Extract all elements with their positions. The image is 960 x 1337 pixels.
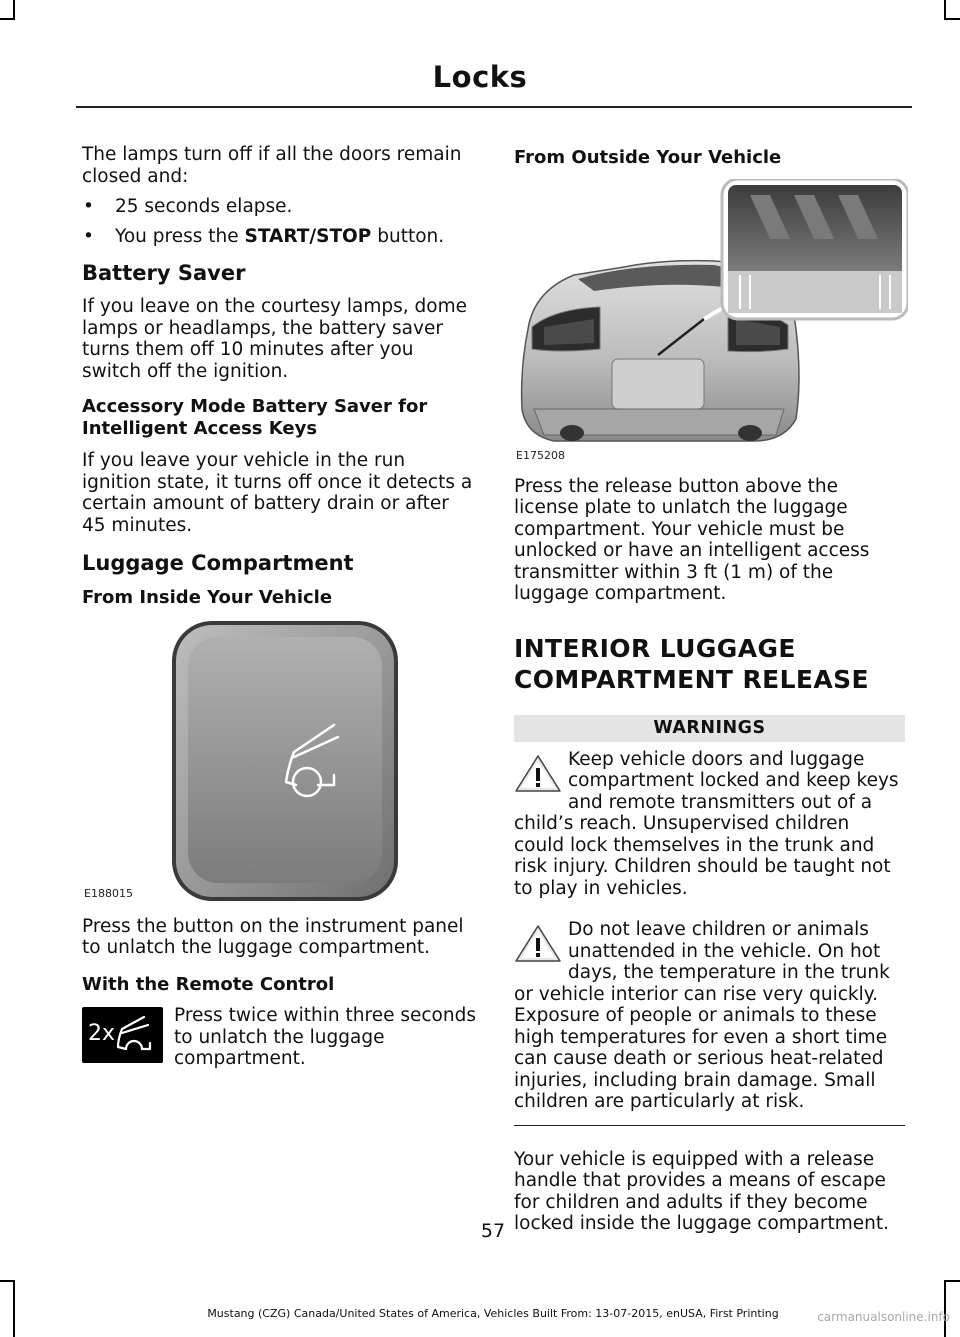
from-inside-heading: From Inside Your Vehicle [82,587,333,608]
figure-code: E175208 [516,448,565,462]
right-column [514,144,905,1235]
bullet-text-post: button. [371,225,445,247]
start-stop-label: START/STOP [244,225,372,247]
warning-triangle-icon [514,753,562,793]
list-item [82,196,476,218]
warnings-end-divider [514,1125,905,1126]
page-footer: Mustang (CZG) Canada/United States of America, Vehicles Built From: 13-07-2015, enUSA, First Printing [207,1307,779,1320]
warning-item-1 [514,749,905,900]
bullet-text-pre: You press the [115,225,245,247]
accessory-mode-heading: Accessory Mode Battery Saver for Intelligent Access Keys [82,396,428,439]
remote-control-text: Press twice within three seconds to unlatch the luggage compartment. [174,1005,476,1069]
bullet-icon: • [83,196,94,217]
warning-text-2: Do not leave children or animals unattended in the vehicle. On hot days, the temperature in the trunk or vehicle interior can rise very quickly. Exposure of people or animals to these high temperatures for even a short time can cause death or serious heat-related injuries, including brain damage. Small children are particularly at risk. [514,919,890,1112]
outside-release-text: Press the release button above the license plate to unlatch the luggage compartment. Your vehicle must be unlocked or have an intelligent access transmitter within 3 ft (1 m) of the luggage compartment. [514,475,870,604]
list-item [82,226,476,248]
warning-item-2 [514,919,905,1113]
vehicle-rear-illustration [514,179,908,459]
luggage-release-button-illustration [82,617,476,907]
crop-mark-bottom-right-h [944,1280,960,1282]
header-divider [76,106,912,108]
section-title-line-2: COMPARTMENT RELEASE [514,664,870,694]
section-title-line-1: INTERIOR LUGGAGE [514,633,796,663]
bullet-text: 25 seconds elapse. [115,196,293,217]
press-count-label: 2x [88,1021,116,1046]
from-outside-heading: From Outside Your Vehicle [514,147,782,168]
crop-mark-top-left-h [0,18,14,20]
inside-release-button-figure [82,617,476,907]
interior-release-title [514,634,905,695]
page-title: Locks [432,60,528,94]
inside-release-text: Press the button on the instrument panel to unlatch the luggage compartment. [82,915,464,958]
luggage-compartment-heading: Luggage Compartment [82,551,354,575]
warnings-heading: WARNINGS [514,715,905,742]
crop-mark-top-right [944,0,946,20]
crop-mark-top-right-h [944,18,960,20]
warning-triangle-icon [514,923,562,963]
accessory-mode-text: If you leave your vehicle in the run ignition state, it turns off once it detects a certain amount of battery drain or after 45 minutes. [82,450,473,536]
battery-saver-heading: Battery Saver [82,261,246,285]
left-column [82,144,476,1075]
remote-control-heading: With the Remote Control [82,973,335,995]
release-handle-text: Your vehicle is equipped with a release handle that provides a means of escape for children and adults if they become locked inside the luggage compartment. [514,1148,889,1234]
crop-mark-bottom-left-h [0,1280,14,1282]
watermark: carmanualsonline.info [817,1310,950,1324]
outside-release-figure [514,179,905,462]
page-number: 57 [480,1220,506,1242]
battery-saver-text: If you leave on the courtesy lamps, dome lamps or headlamps, the battery saver turns them off 10 minutes after you switch off the ignition. [82,296,467,382]
bullet-icon: • [83,225,94,247]
remote-trunk-icon-box [82,1007,163,1063]
warning-text-1: Keep vehicle doors and luggage compartment locked and keep keys and remote transmitters out of a child’s reach. Unsupervised children could lock themselves in the trunk and risk injury. Children should be taught not to play in vehicles. [514,748,899,899]
lamps-conditions-list [82,196,476,247]
remote-control-block [82,1005,476,1075]
figure-code: E188015 [84,886,133,900]
lamps-intro-text: The lamps turn off if all the doors remain closed and: [82,144,462,187]
crop-mark-top-left [13,0,15,20]
